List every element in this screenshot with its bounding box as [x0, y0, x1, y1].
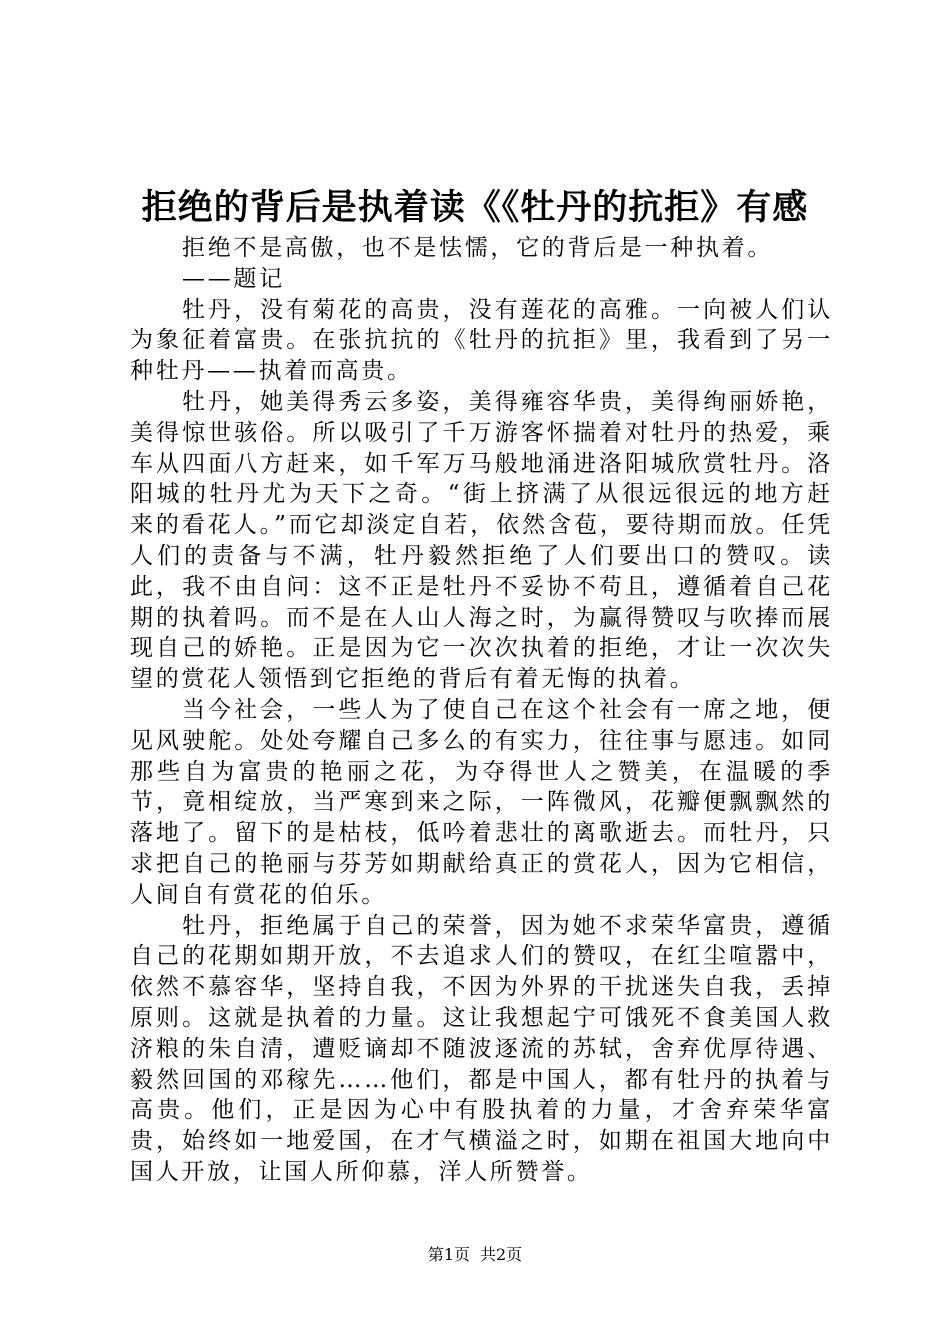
- paragraph: 牡丹，她美得秀云多姿，美得雍容华贵，美得绚丽娇艳，美得惊世骇俗。所以吸引了千万游客怀揣着对牡丹的热爱，乘车从四面八方赶来，如千军万马般地涌进洛阳城欣赏牡丹。洛阳城的牡丹尤为天下之奇。“街上挤满了从很远很远的地方赶来的看花人。”而它却淡定自若，依然含苞，要待期而放。任凭人们的责备与不满，牡丹毅然拒绝了人们要出口的赞叹。读此，我不由自问：这不正是牡丹不妥协不苟且，遵循着自己花期的执着吗。而不是在人山人海之时，为赢得赞叹与吹捧而展现自己的娇艳。正是因为它一次次执着的拒绝，才让一次次失望的赏花人领悟到它拒绝的背后有着无悔的执着。: [130, 388, 833, 693]
- article-body: [130, 233, 833, 1188]
- paragraph: 当今社会，一些人为了使自己在这个社会有一席之地，便见风驶舵。处处夸耀自己多么的有实力，往往事与愿违。如同那些自为富贵的艳丽之花，为夺得世人之赞美，在温暖的季节，竟相绽放，当严寒到来之际，一阵微风，花瓣便飘飘然的落地了。留下的是枯枝，低吟着悲壮的离歌逝去。而牡丹，只求把自己的艳丽与芬芳如期献给真正的赏花人，因为它相信，人间自有赏花的伯乐。: [130, 696, 833, 908]
- paragraph: 牡丹，拒绝属于自己的荣誉，因为她不求荣华富贵，遵循自己的花期如期开放，不去追求人们的赞叹，在红尘喧嚣中，依然不慕容华，坚持自我，不因为外界的干扰迷失自我，丢掉原则。这就是执着的力量。这让我想起宁可饿死不食美国人救济粮的朱自清，遭贬谪却不随波逐流的苏轼，舍弃优厚待遇、毅然回国的邓稼先……他们，都是中国人，都有牡丹的执着与高贵。他们，正是因为心中有股执着的力量，才舍弃荣华富贵，始终如一地爱国，在才气横溢之时，如期在祖国大地向中国人开放，让国人所仰慕，洋人所赞誉。: [130, 912, 833, 1185]
- paragraph: 牡丹，没有菊花的高贵，没有莲花的高雅。一向被人们认为象征着富贵。在张抗抗的《牡丹的抗拒》里，我看到了另一种牡丹——执着而高贵。: [130, 296, 833, 385]
- page-total: 共2页: [480, 1245, 523, 1264]
- page-number: 第1页: [427, 1245, 470, 1264]
- epigraph-source: ——题记: [182, 265, 285, 292]
- page-title: 拒绝的背后是执着读《《牡丹的抗拒》有感: [141, 187, 809, 228]
- epigraph: 拒绝不是高傲，也不是怯懦，它的背后是一种执着。: [182, 235, 774, 261]
- page-footer: [0, 1245, 950, 1265]
